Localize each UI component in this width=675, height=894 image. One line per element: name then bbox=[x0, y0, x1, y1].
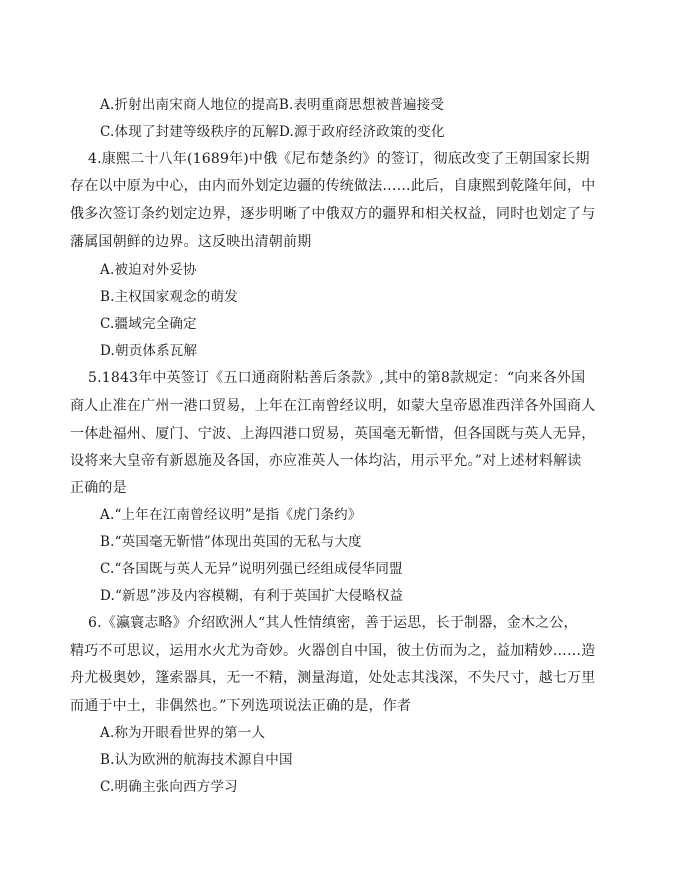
q4-option-a: A.被迫对外妥协 bbox=[100, 262, 197, 278]
q4-stem-line-4: 藩属国朝鲜的边界。这反映出清朝前期 bbox=[70, 234, 312, 250]
q5-stem-line-2: 商人止准在广州一港口贸易，上年在江南曾经议明，如蒙大皇帝恩准西洋各外国商人 bbox=[70, 398, 596, 414]
q6-stem-line-3: 舟尤极奥妙，篷索器具，无一不精，测量海道，处处志其浅深，不失尺寸，越七万里 bbox=[70, 670, 596, 686]
q4-option-c: C.疆域完全确定 bbox=[100, 316, 197, 332]
q5-option-b: B.“英国毫无靳惜”体现出英国的无私与大度 bbox=[100, 534, 362, 550]
q6-option-b: B.认为欧洲的航海技术源自中国 bbox=[100, 752, 293, 768]
q5-stem-line-1: 5.1843年中英签订《五口通商附粘善后条款》,其中的第8款规定：“向来各外国 bbox=[88, 370, 586, 386]
q4-stem-line-2: 存在以中原为中心，由内而外划定边疆的传统做法……此后，自康熙到乾隆年间，中 bbox=[70, 178, 596, 194]
q5-option-d: D.“新恩”涉及内容模糊，有利于英国扩大侵略权益 bbox=[100, 588, 404, 604]
q5-stem-line-3: 一体赴福州、厦门、宁波、上海四港口贸易，英国毫无靳惜，但各国既与英人无异， bbox=[70, 426, 596, 442]
q4-stem-line-3: 俄多次签订条约划定边界，逐步明晰了中俄双方的疆界和相关权益，同时也划定了与 bbox=[70, 206, 596, 222]
q5-stem-line-4: 设将来大皇帝有新恩施及各国，亦应准英人一体均沾，用示平允。”对上述材料解读 bbox=[70, 453, 582, 469]
q5-stem-line-5: 正确的是 bbox=[70, 480, 127, 496]
q6-option-a: A.称为开眼看世界的第一人 bbox=[100, 725, 266, 741]
q6-stem-line-4: 而通于中土，非偶然也。”下列选项说法正确的是，作者 bbox=[70, 698, 412, 714]
q4-option-b: B.主权国家观念的萌发 bbox=[100, 289, 238, 305]
q5-option-c: C.“各国既与英人无异”说明列强已经组成侵华同盟 bbox=[100, 561, 403, 577]
q6-stem-line-2: 精巧不可思议，运用水火尤为奇妙。火器创自中国，彼土仿而为之，益加精妙……造 bbox=[70, 643, 596, 659]
prev-option-cd: C.体现了封建等级秩序的瓦解D.源于政府经济政策的变化 bbox=[100, 124, 445, 140]
q6-option-c: C.明确主张向西方学习 bbox=[100, 779, 238, 795]
prev-option-ab: A.折射出南宋商人地位的提高B.表明重商思想被普遍接受 bbox=[100, 97, 445, 113]
q4-option-d: D.朝贡体系瓦解 bbox=[100, 343, 198, 359]
q4-stem-line-1: 4.康熙二十八年(1689年)中俄《尼布楚条约》的签订，彻底改变了王朝国家长期 bbox=[88, 151, 590, 167]
q6-stem-line-1: 6.《瀛寰志略》介绍欧洲人“其人性情缜密，善于运思，长于制器，金木之公， bbox=[88, 615, 578, 631]
q5-option-a: A.“上年在江南曾经议明”是指《虎门条约》 bbox=[100, 507, 362, 523]
